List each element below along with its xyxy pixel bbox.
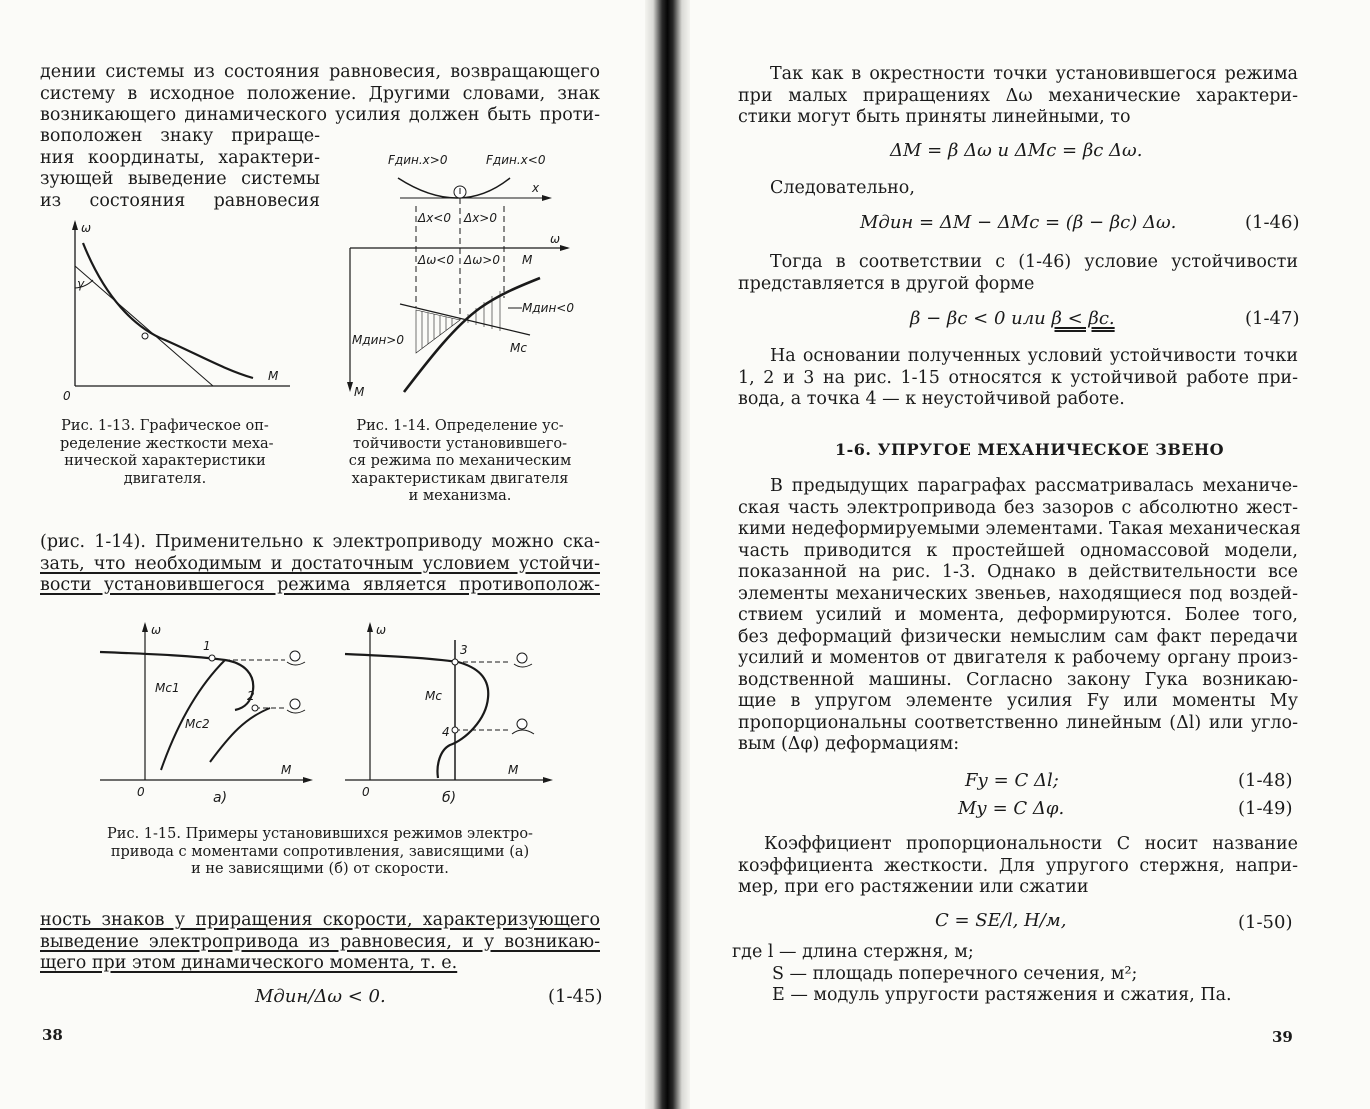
label-mdyn-neg: Mдин<0 bbox=[522, 301, 574, 315]
stable-cup-icon bbox=[287, 710, 305, 713]
x-arrow bbox=[542, 195, 552, 201]
where-item: E — модуль упругости растяжения и сжатия, Па. bbox=[772, 985, 1232, 1005]
figure-1-15b bbox=[340, 620, 570, 815]
stable-cup-icon bbox=[514, 664, 532, 667]
figure-1-13 bbox=[55, 218, 295, 403]
formula-1-49: Mу = C Δφ. bbox=[958, 798, 1065, 819]
text-line: В предыдущих параграфах рассматривалась механиче- bbox=[770, 476, 1298, 496]
text-line: при малых приращениях Δω механические характери- bbox=[738, 85, 1298, 106]
text-line: На основании полученных условий устойчивости точки bbox=[770, 346, 1298, 366]
text-line: представляется в другой форме bbox=[738, 273, 1035, 294]
motor-curve-M bbox=[404, 278, 540, 392]
label-dw-pos: Δω>0 bbox=[464, 253, 500, 267]
right-paragraph-4 bbox=[738, 476, 1301, 756]
label-mc2: Mс2 bbox=[185, 717, 210, 731]
text-line: вым (Δφ) деформациям: bbox=[738, 734, 960, 754]
unstable-ball-icon bbox=[517, 719, 527, 729]
left-top-paragraph bbox=[40, 62, 600, 127]
left-bottom-paragraph bbox=[40, 910, 600, 975]
text-line: часть приводится к простейшей одномассовой модели, bbox=[738, 540, 1298, 561]
right-paragraph-5 bbox=[738, 834, 1298, 899]
text-line: щие в упругом элементе усилия Fу или моменты Mу bbox=[738, 691, 1298, 711]
label-zero: 0 bbox=[137, 785, 145, 799]
right-page bbox=[690, 0, 1370, 1109]
where-list bbox=[732, 942, 1292, 1007]
equation-number-1-49: (1-49) bbox=[1238, 798, 1293, 819]
equation-number-1-46: (1-46) bbox=[1245, 212, 1300, 233]
stable-ball-icon bbox=[290, 651, 300, 661]
text-line: щего при этом динамического момента, т. е. bbox=[40, 953, 458, 973]
equation-number-1-47: (1-47) bbox=[1245, 308, 1300, 329]
stable-cup-icon bbox=[287, 662, 305, 665]
y-arrow bbox=[367, 622, 373, 632]
label-a: а) bbox=[213, 790, 228, 806]
section-heading: 1-6. УПРУГОЕ МЕХАНИЧЕСКОЕ ЗВЕНО bbox=[835, 440, 1225, 459]
left-mid-paragraph bbox=[40, 532, 600, 597]
operating-point bbox=[142, 333, 148, 339]
label-omega: ω bbox=[151, 623, 162, 637]
formula-1-48: Fу = C Δl; bbox=[965, 770, 1059, 791]
equation-number-1-48: (1-48) bbox=[1238, 770, 1293, 791]
text-line: зующей выведение системы bbox=[40, 169, 320, 189]
label-x: x bbox=[532, 181, 540, 195]
text-line: вости установившегося режима является противополож- bbox=[40, 575, 600, 595]
label-M: M bbox=[508, 763, 519, 777]
label-M-axis: M bbox=[354, 385, 365, 399]
text-line: зать, что необходимым и достаточным условием устойчи- bbox=[40, 553, 600, 574]
equation-number-1-45: (1-45) bbox=[548, 986, 603, 1007]
text-line: выведение электропривода из равновесия, и у возникаю- bbox=[40, 931, 600, 952]
text-line: Так как в окрестности точки установившегося режима bbox=[770, 64, 1298, 84]
equation-number-1-50: (1-50) bbox=[1238, 912, 1293, 933]
text-line: дении системы из состояния равновесия, возвращающего bbox=[40, 62, 600, 82]
text-line: ность знаков у приращения скорости, характеризующего bbox=[40, 910, 600, 930]
text-line: пропорциональны соответственно линейным (Δl) или угло- bbox=[738, 712, 1298, 733]
stable-ball-icon bbox=[290, 699, 300, 709]
label-zero: 0 bbox=[362, 785, 370, 799]
label-f-right: Fдин.x<0 bbox=[486, 153, 546, 167]
text-line: усилий и моментов от двигателя к рабочему органу произ- bbox=[738, 648, 1298, 668]
left-wrap-paragraph bbox=[40, 126, 320, 212]
x-arrow bbox=[303, 777, 313, 783]
right-paragraph-1 bbox=[738, 64, 1298, 129]
y-arrow bbox=[72, 220, 78, 230]
label-dx-pos: Δx>0 bbox=[464, 211, 497, 225]
mc2-curve bbox=[210, 708, 270, 762]
text-line: водственной машины. Согласно закону Гука возникаю- bbox=[738, 669, 1298, 690]
label-zero: 0 bbox=[63, 389, 71, 403]
label-omega: ω bbox=[550, 232, 561, 246]
formula-1-47-part-a: β − βс < 0 или bbox=[910, 308, 1046, 329]
sledovatelno: Следовательно, bbox=[770, 178, 915, 198]
formula-delta-M: ΔM = β Δω и ΔMс = βс Δω. bbox=[890, 140, 1143, 161]
label-omega: ω bbox=[81, 221, 92, 235]
text-line: ния координаты, характери- bbox=[40, 147, 320, 168]
where-item: где l — длина стержня, м; bbox=[732, 942, 974, 962]
label-mdyn-pos: Mдин>0 bbox=[352, 333, 404, 347]
caption-fig-1-13: Рис. 1-13. Графическое оп- ределение жесткости меха- нической характеристики двигателя. bbox=[60, 418, 274, 487]
text-line: элементы механических звеньев, находящиеся под воздей- bbox=[738, 583, 1298, 604]
point-1 bbox=[209, 655, 215, 661]
label-gamma: γ bbox=[77, 277, 85, 291]
text-line: 1, 2 и 3 на рис. 1-15 относятся к устойчивой работе при- bbox=[738, 367, 1298, 388]
text-line: возникающего динамического усилия должен быть проти- bbox=[40, 105, 600, 125]
M-arrow bbox=[347, 382, 353, 392]
tangent-line bbox=[75, 266, 213, 386]
book-spine bbox=[645, 0, 690, 1109]
label-point-2: 2 bbox=[247, 689, 255, 703]
right-paragraph-3 bbox=[738, 346, 1298, 411]
label-M-curve: M bbox=[522, 253, 533, 267]
label-point-1: 1 bbox=[203, 639, 211, 653]
text-line: из состояния равновесия bbox=[40, 190, 320, 211]
text-line: кими недеформируемыми элементами. Такая механическая bbox=[738, 519, 1301, 539]
text-line: без деформаций физически немыслим сам факт передачи bbox=[738, 626, 1298, 647]
figure-1-15a bbox=[95, 620, 335, 815]
label-M: M bbox=[281, 763, 292, 777]
stable-ball-icon bbox=[517, 653, 527, 663]
label-Mc: Mс bbox=[510, 341, 527, 355]
right-paragraph-2 bbox=[738, 252, 1298, 295]
text-line: коэффициента жесткости. Для упругого стержня, напри- bbox=[738, 855, 1298, 876]
text-line: мер, при его растяжении или сжатии bbox=[738, 877, 1089, 897]
text-line: вода, а точка 4 — к неустойчивой работе. bbox=[738, 389, 1125, 409]
label-mc1: Mс1 bbox=[155, 681, 180, 695]
text-line: показанной на рис. 1-3. Однако в действительности все bbox=[738, 562, 1298, 582]
left-page bbox=[0, 0, 645, 1109]
text-line: ская часть электропривода без зазоров с абсолютно жест- bbox=[738, 497, 1298, 518]
point-4 bbox=[452, 727, 458, 733]
formula-1-47-part-b: β < βс. bbox=[1051, 308, 1115, 329]
y-arrow bbox=[142, 622, 148, 632]
point-2 bbox=[252, 705, 258, 711]
caption-fig-1-15: Рис. 1-15. Примеры установившихся режимов электро- привода с моментами сопротивления, зависящими (а) и не зависящими (б) от скорости. bbox=[107, 826, 533, 877]
formula-1-50: C = SE/l, Н/м, bbox=[935, 910, 1067, 931]
text-line: воположен знаку прираще- bbox=[40, 126, 320, 146]
unstable-hill-icon bbox=[512, 730, 534, 734]
text-line: стики могут быть приняты линейными, то bbox=[738, 107, 1131, 127]
x-arrow bbox=[543, 777, 553, 783]
label-omega: ω bbox=[376, 623, 387, 637]
label-f-left: Fдин.x>0 bbox=[388, 153, 448, 167]
text-line: ствием усилий и момента, деформируются. Более того, bbox=[738, 605, 1298, 625]
potential-well bbox=[398, 178, 510, 198]
page-number-right: 39 bbox=[1272, 1028, 1293, 1046]
label-point-4: 4 bbox=[442, 725, 450, 739]
mechanism-curve-Mc bbox=[400, 304, 530, 335]
text-line: Коэффициент пропорциональности C носит название bbox=[764, 834, 1298, 854]
page-number-left: 38 bbox=[42, 1026, 63, 1044]
text-line: (рис. 1-14). Применительно к электроприводу можно ска- bbox=[40, 532, 600, 552]
point-3 bbox=[452, 659, 458, 665]
formula-1-46: Mдин = ΔM − ΔMс = (β − βс) Δω. bbox=[860, 212, 1177, 233]
label-point-3: 3 bbox=[460, 643, 468, 657]
text-line: Тогда в соответствии с (1-46) условие устойчивости bbox=[770, 252, 1298, 272]
omega-arrow bbox=[560, 245, 570, 251]
motor-characteristic bbox=[345, 654, 488, 778]
where-item: S — площадь поперечного сечения, м²; bbox=[772, 963, 1138, 984]
formula-1-45: Mдин/Δω < 0. bbox=[255, 986, 386, 1007]
label-b: б) bbox=[442, 790, 457, 806]
text-line: систему в исходное положение. Другими словами, знак bbox=[40, 83, 600, 104]
label-dx-neg: Δx<0 bbox=[418, 211, 451, 225]
characteristic-curve bbox=[83, 243, 253, 378]
formula-1-47 bbox=[910, 308, 1115, 329]
figure-1-14 bbox=[340, 148, 590, 400]
label-mc: Mс bbox=[425, 689, 442, 703]
label-M: M bbox=[268, 369, 279, 383]
caption-fig-1-14: Рис. 1-14. Определение ус- тойчивости установившего- ся режима по механическим характеристикам двигателя и механизма. bbox=[348, 418, 572, 504]
label-dw-neg: Δω<0 bbox=[418, 253, 454, 267]
